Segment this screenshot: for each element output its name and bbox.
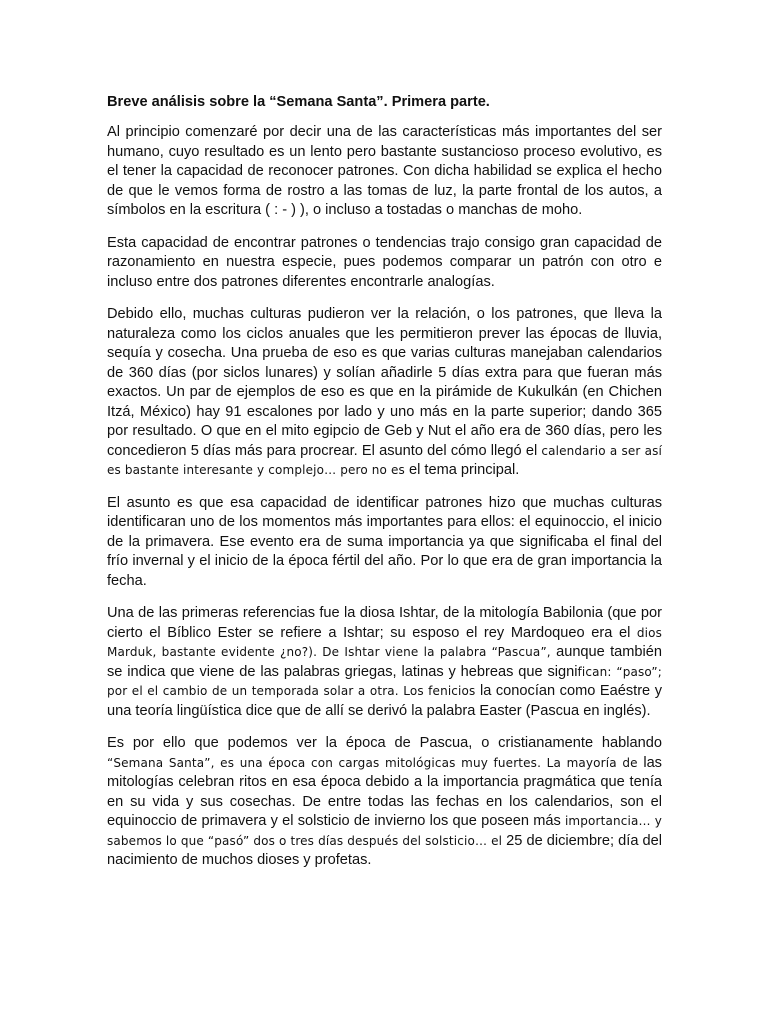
paragraph-6-text-2: las mitologías celebran ritos en esa época debido a la importancia pragmática que tenía en su vida y sus cosechas. De entre todas las fechas en los calendarios, son el equinoccio de primavera y el solsticio de invierno los que poseen más bbox=[107, 754, 662, 829]
paragraph-2: Esta capacidad de encontrar patrones o tendencias trajo consigo gran capacidad de razonamiento en nuestra especie, pues podemos comparar un patrón con otro e incluso entre dos patrones diferentes encontrarle analogías. bbox=[107, 234, 662, 290]
paragraph-6 bbox=[107, 734, 662, 871]
paragraph-5-alt-font-text-2: fican: “paso”; por el el cambio de un temporada solar a otra. Los fenicios bbox=[107, 664, 662, 698]
paragraph-6-end-text: 25 de diciembre; día del nacimiento de muchos dioses y profetas. bbox=[107, 832, 662, 868]
paragraph-6-text: Es por ello que podemos ver la época de Pascua, o cristianamente hablando bbox=[107, 735, 662, 751]
paragraph-5 bbox=[107, 604, 662, 721]
paragraph-4: El asunto es que esa capacidad de identificar patrones hizo que muchas culturas identificaran uno de los momentos más importantes para ellos: el equinoccio, el inicio de la primavera. Ese evento era de suma importancia ya que significaba el final del frío invernal y el inicio de la época fértil del año. Por lo que era de gran importancia la fecha. bbox=[107, 494, 662, 589]
paragraph-3-end-text: el tema principal. bbox=[404, 462, 520, 478]
paragraph-1: Al principio comenzaré por decir una de las características más importantes del ser humano, cuyo resultado es un lento pero bastante sustancioso proceso evolutivo, es el tener la capacidad de reconocer patrones. Con dicha habilidad se explica el hecho de que le vemos forma de rostro a las tomas de luz, la parte frontal de los autos, a símbolos en la escritura ( : - ) ), o incluso a tostadas o manchas de moho. bbox=[107, 124, 662, 218]
paragraph-3 bbox=[107, 305, 662, 481]
paragraph-5-text-2: aunque también se indica que viene de las palabras griegas, latinas y hebreas que signi bbox=[107, 644, 662, 680]
paragraph-5-alt-font-text: dios Marduk, bastante evidente ¿no?). De Ishtar viene la palabra “Pascua”, bbox=[107, 625, 662, 659]
paragraph-5-text: Una de las primeras referencias fue la diosa Ishtar, de la mitología Babilonia (que por cierto el Bíblico Ester se refiere a Ishtar; su esposo el rey Mardoqueo era el bbox=[107, 605, 662, 641]
paragraph-6-alt-font-text-2: importancia… y sabemos lo que “pasó” dos o tres días después del solsticio… el bbox=[107, 814, 662, 848]
document-title: Breve análisis sobre la “Semana Santa”. Primera parte. bbox=[107, 94, 490, 110]
paragraph-5-end-text: la conocían como Eaéstre y una teoría lingüística dice que de allí se derivó la palabra Easter (Pascua en inglés). bbox=[107, 683, 663, 719]
paragraph-6-alt-font-text: “Semana Santa”, es una época con cargas mitológicas muy fuertes. La mayoría de bbox=[107, 755, 638, 770]
paragraph-3-text: Debido ello, muchas culturas pudieron ver la relación, o los patrones, que lleva la naturaleza como los ciclos anuales que les permitieron prever las épocas de lluvia, sequía y cosecha. Una prueba de eso es que varias culturas manejaban calendarios de 360 días (por siclos lunares) y solían añadirle 5 días extra para que fueran más exactos. Un par de ejemplos de eso es que en la pirámide de Kukulkán (en Chichen Itzá, México) hay 91 escalones por lado y uno más en la parte superior; dando 365 por resultado. O que en el mito egipcio de Geb y Nut el año era de 360 días, pero les concedieron 5 días más para procrear. El asunto del cómo llegó el bbox=[107, 306, 662, 459]
document-body bbox=[107, 93, 662, 884]
paragraph-3-alt-font-text: calendario a ser así es bastante interesante y complejo… pero no es bbox=[107, 443, 663, 477]
